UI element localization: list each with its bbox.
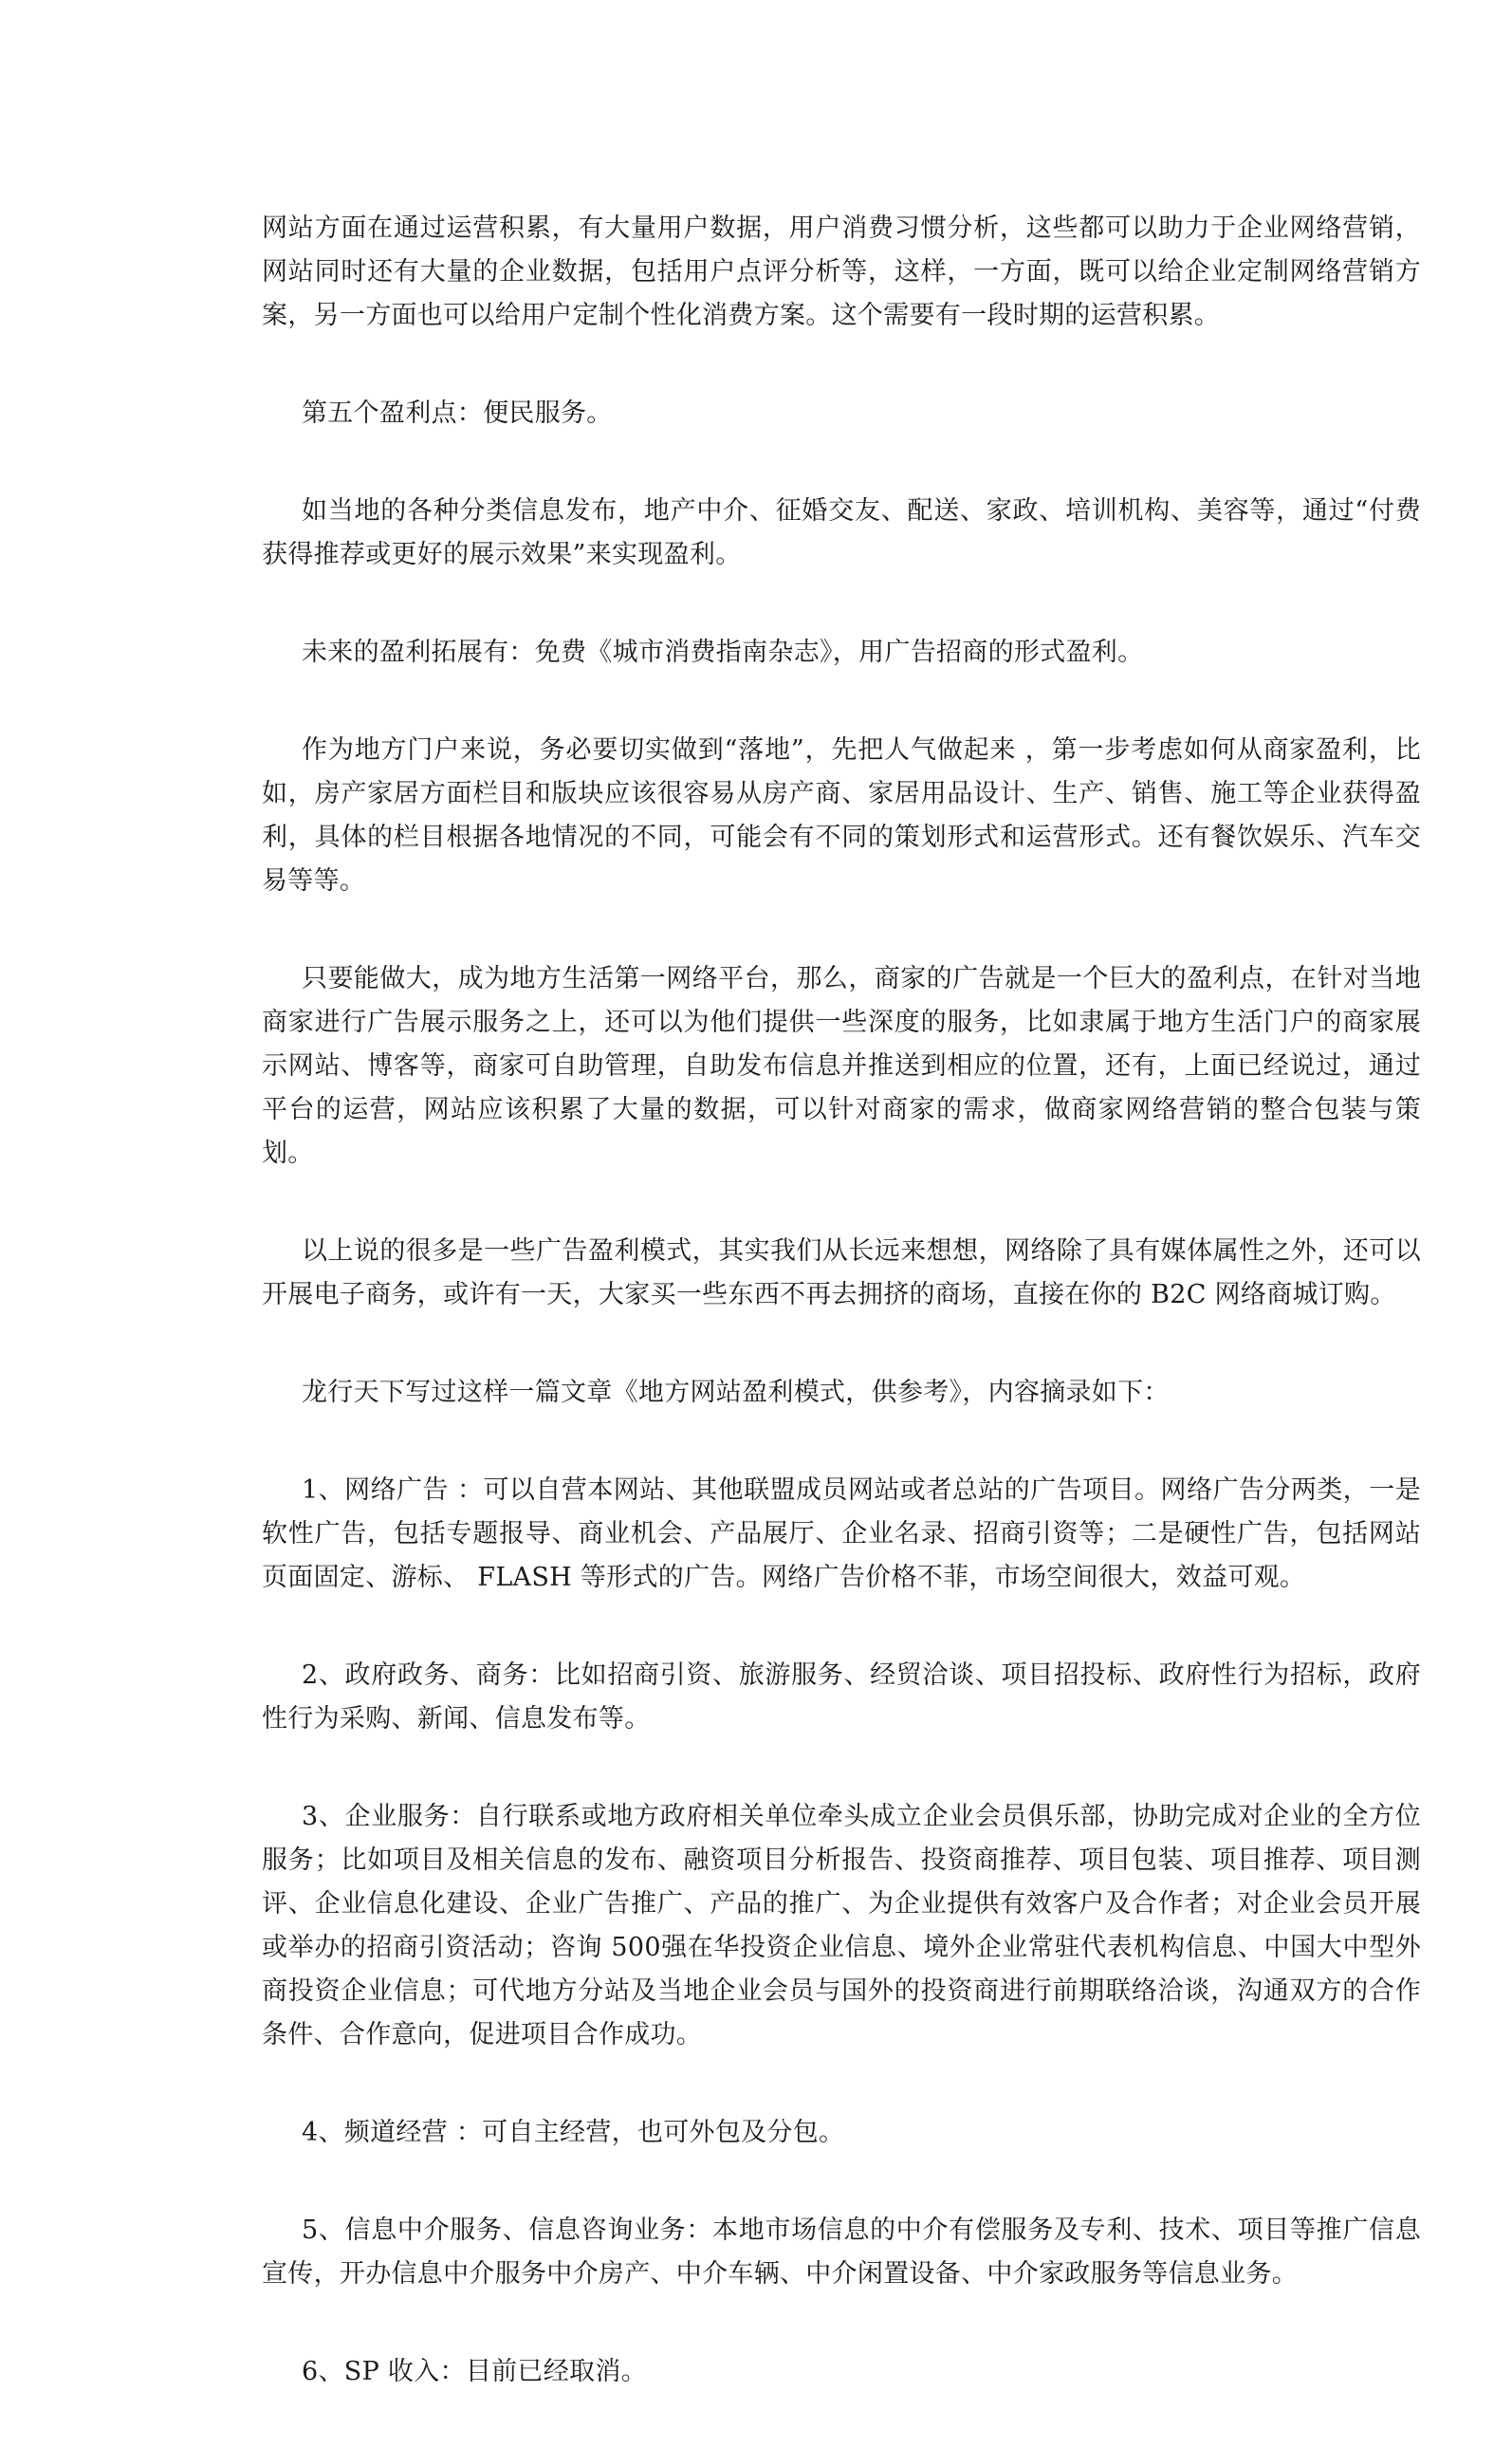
paragraph: 未来的盈利拓展有：免费《城市消费指南杂志》，用广告招商的形式盈利。 [302, 638, 1144, 667]
paragraph: 第五个盈利点：便民服务。 [302, 399, 613, 428]
list-item: 1、网络广告 ：可以自营本网站、其他联盟成员网站或者总站的广告项目。网络广告分两类，一是软性广告，包括专题报导、商业机会、产品展厅、企业名录、招商引资等；二是硬性广告，包括网站页面固定、游标、 FLASH 等形式的广告。网络广告价格不菲，市场空间很大，效益可观。 [262, 1475, 1421, 1592]
paragraph: 作为地方门户来说，务必要切实做到“落地”，先把人气做起来 ，第一步考虑如何从商家盈利，比如，房产家居方面栏目和版块应该很容易从房产商、家居用品设计、生产、销售、施工等企业获得盈利，具体的栏目根据各地情况的不同，可能会有不同的策划形式和运营形式。还有餐饮娱乐、汽车交易等等。 [262, 735, 1421, 896]
list-item: 2、政府政务、商务：比如招商引资、旅游服务、经贸洽谈、项目招投标、政府性行为招标，政府性行为采购、新闻、信息发布等。 [262, 1660, 1421, 1734]
list-item: 5、信息中介服务、信息咨询业务：本地市场信息的中介有偿服务及专利、技术、项目等推广信息宣传，开办信息中介服务中介房产、中介车辆、中介闲置设备、中介家政服务等信息业务。 [262, 2216, 1421, 2289]
list-item: 3、企业服务：自行联系或地方政府相关单位牵头成立企业会员俱乐部，协助完成对企业的全方位服务；比如项目及相关信息的发布、融资项目分析报告、投资商推荐、项目包装、项目推荐、项目测评、企业信息化建设、企业广告推广、产品的推广、为企业提供有效客户及合作者；对企业会员开展或举办的招商引资活动；咨询 500强在华投资企业信息、境外企业常驻代表机构信息、中国大中型外商投资企业信息；可代地方分站及当地企业会员与国外的投资商进行前期联络洽谈，沟通双方的合作条件、合作意向，促进项目合作成功。 [262, 1802, 1421, 2049]
list-item: 4、频道经营 ：可自主经营，也可外包及分包。 [302, 2118, 845, 2147]
paragraph: 如当地的各种分类信息发布，地产中介、征婚交友、配送、家政、培训机构、美容等，通过“付费获得推荐或更好的展示效果”来实现盈利。 [262, 496, 1421, 569]
paragraph: 网站方面在通过运营积累，有大量用户数据，用户消费习惯分析，这些都可以助力于企业网络营销，网站同时还有大量的企业数据，包括用户点评分析等，这样，一方面，既可以给企业定制网络营销方案，另一方面也可以给用户定制个性化消费方案。这个需要有一段时期的运营积累。 [262, 213, 1421, 330]
list-item: 6、SP 收入：目前已经取消。 [302, 2357, 647, 2386]
paragraph: 只要能做大，成为地方生活第一网络平台，那么，商家的广告就是一个巨大的盈利点，在针对当地商家进行广告展示服务之上，还可以为他们提供一些深度的服务，比如隶属于地方生活门户的商家展示网站、博客等，商家可自助管理，自助发布信息并推送到相应的位置，还有，上面已经说过，通过平台的运营，网站应该积累了大量的数据，可以针对商家的需求，做商家网络营销的整合包装与策划。 [262, 964, 1421, 1168]
paragraph: 以上说的很多是一些广告盈利模式，其实我们从长远来想想，网络除了具有媒体属性之外，还可以开展电子商务，或许有一天，大家买一些东西不再去拥挤的商场，直接在你的 B2C 网络商城订购。 [262, 1236, 1421, 1309]
paragraph: 龙行天下写过这样一篇文章《地方网站盈利模式，供参考》，内容摘录如下： [302, 1378, 1170, 1407]
document-body [262, 207, 1421, 2448]
